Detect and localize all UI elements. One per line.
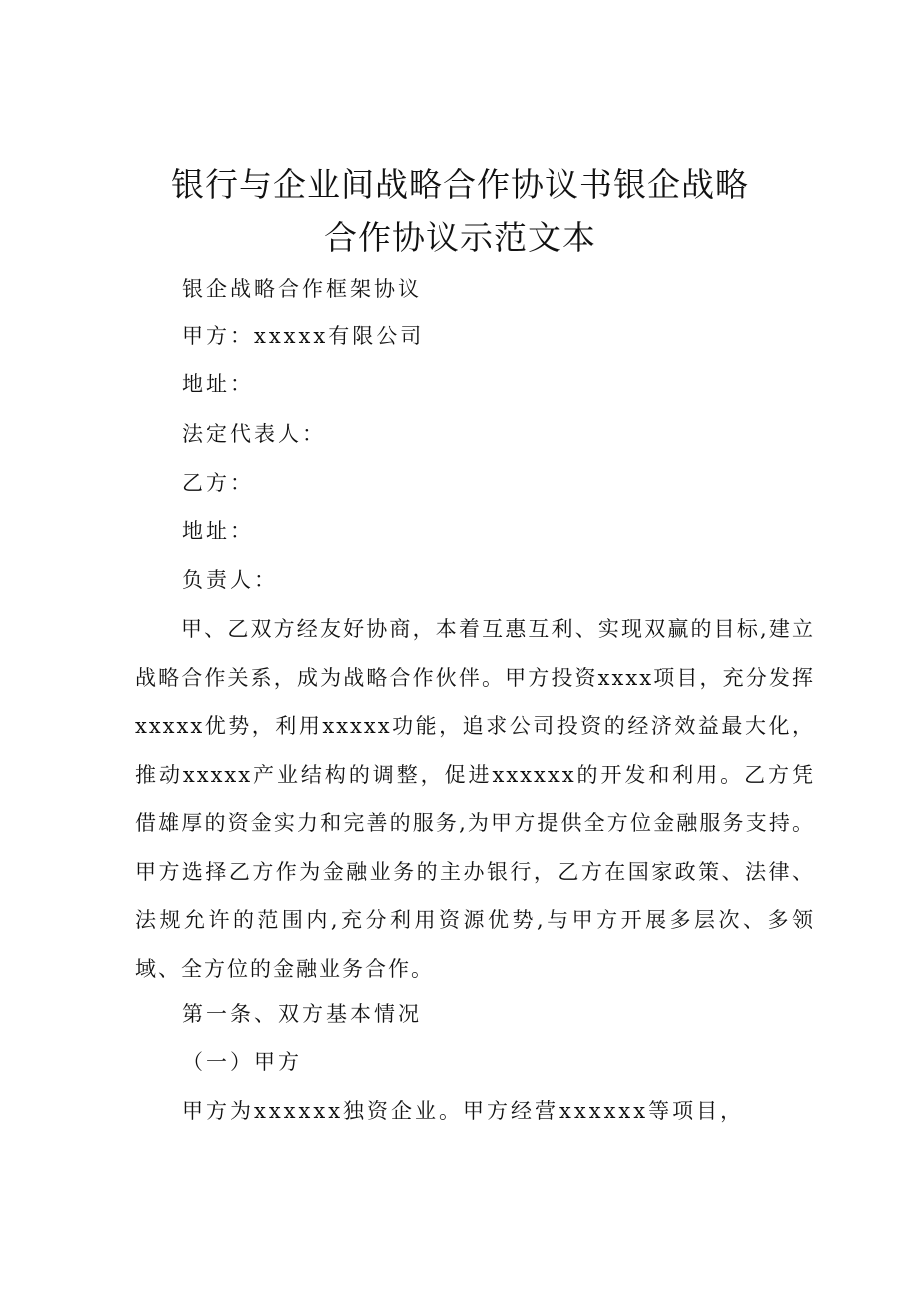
document-title-line-2: 合作协议示范文本	[324, 218, 596, 257]
agreement-heading: 银企战略合作框架协议	[182, 277, 422, 301]
party-b-address-line: 地址：	[182, 519, 254, 543]
legal-representative-line: 法定代表人：	[182, 422, 326, 446]
section-1-heading: （一）甲方	[182, 1050, 302, 1074]
responsible-person-line: 负责人：	[182, 568, 278, 592]
article-1-heading: 第一条、双方基本情况	[182, 1002, 422, 1026]
section-1-text: 甲方为xxxxxx独资企业。甲方经营xxxxxx等项目，	[182, 1099, 745, 1123]
party-a-address-line: 地址：	[182, 372, 254, 396]
party-b-line: 乙方：	[182, 471, 254, 495]
document-title-line-1: 银行与企业间战略合作协议书银企战略	[171, 165, 749, 204]
intro-paragraph: 甲、乙双方经友好协商，本着互惠互利、实现双赢的目标,建立战略合作关系，成为战略合作伙伴。甲方投资xxxx项目，充分发挥xxxxx优势，利用xxxxx功能，追求公司投资的经济效益最大化，推动xxxxx产业结构的调整，促进xxxxxx的开发和利用。乙方凭借雄厚的资金实力和完善的服务,为甲方提供全方位金融服务支持。甲方选择乙方作为金融业务的主办银行，乙方在国家政策、法律、法规允许的范围内,充分利用资源优势,与甲方开展多层次、多领域、全方位的金融业务合作。	[135, 617, 815, 981]
party-a-line: 甲方：xxxxx有限公司	[182, 324, 425, 348]
